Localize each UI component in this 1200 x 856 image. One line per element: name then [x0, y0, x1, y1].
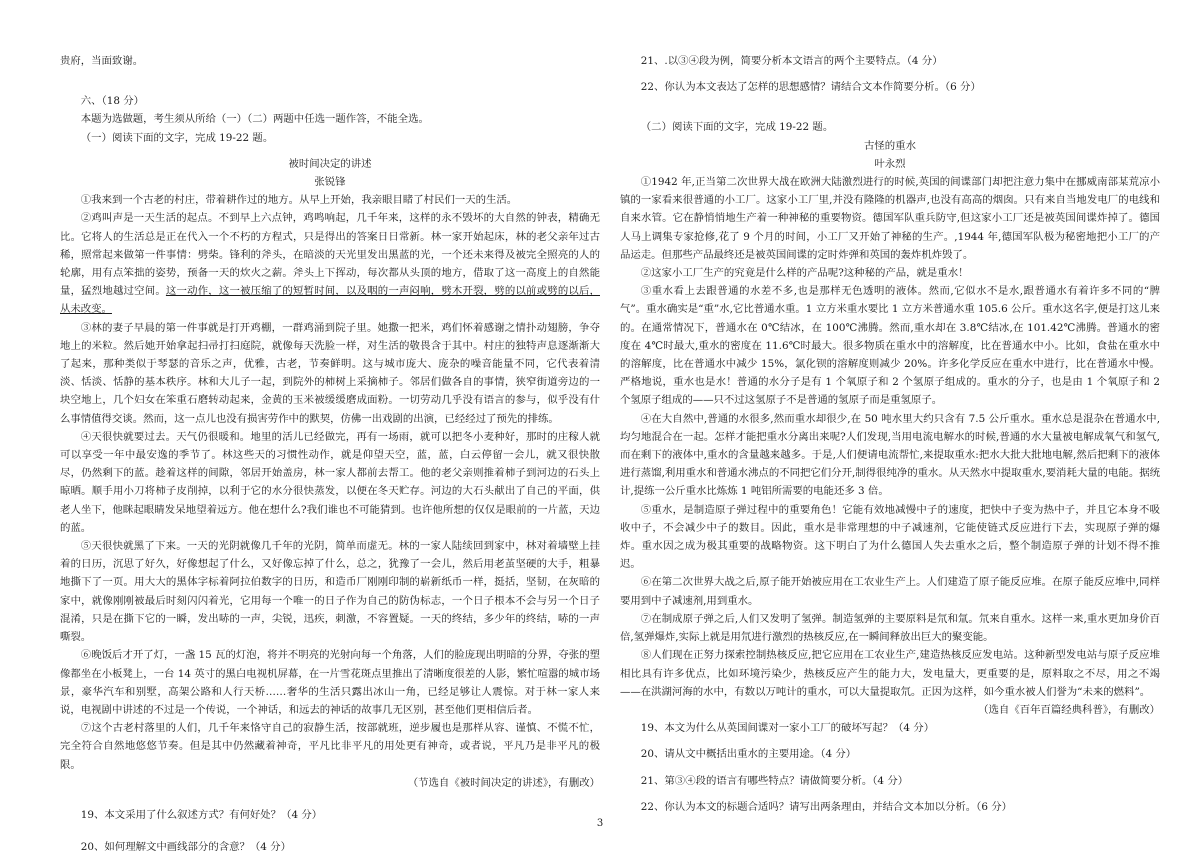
article-author: 叶永烈: [874, 157, 906, 170]
question-22: 22、你认为本文的标题合适吗？请写出两条理由，并结合文本加以分析。（6 分）: [640, 800, 1013, 813]
paragraph-7: ⑦在制成原子弹之后,人们又发明了氢弹。制造氢弹的主要原料是氘和氚。氘来自重水。这样一来,重水更加身价百倍,氢弹爆炸,实际上就是用氘进行激烈的热核反应,在一瞬间释放出巨大的聚变能。: [620, 612, 1160, 644]
underlined-passage: 这一动作，这一被压缩了的短暂时间，以及咽的一声闷响，劈木开裂，劈的以前或劈的以后，从未改变。: [60, 285, 600, 316]
article-author: 张锐锋: [314, 176, 346, 189]
paragraph-6: ⑥在第二次世界大战之后,原子能开始被应用在工农业生产上。人们建造了原子能反应堆。在原子能反应堆中,同样要用到中子减速剂,用到重水。: [620, 576, 1160, 607]
sub-heading: （二）阅读下面的文字，完成 19-22 题。: [640, 121, 834, 134]
paragraph-7: ⑦这个古老村落里的人们，几千年来恪守自己的寂静生活，按部就班，逆步履也是那样从容、谨慎、不慌不忙，完全符合自然地悠悠节奏。但是其中仍然藏着神奇，平凡比非平凡的用处更有神奇，或者说，平凡乃是非平凡的极限。: [60, 722, 600, 771]
paragraph-2: ②这家小工厂生产的究竟是什么样的产品呢?这种秘的产品，就是重水！: [640, 267, 969, 280]
paragraph-1: ①我来到一个古老的村庄，带着耕作过的地方。从早上开始，我亲眼目睹了村民们一天的生活。: [80, 194, 518, 207]
paragraph-8: ⑧人们现在正努力探索控制热核反应,把它应用在工农业生产,建造热核反应发电站。这种新型发电站与原子反应堆相比具有许多优点，比如环境污染少，热核反应产生的能力大，发电量大，更重要的是，原料取之不尽，用之不竭——在洪湖河海的水中，有数以万吨计的重水，可以大量提取氘。正因为这样，如今重水被人们誉为“未来的燃料”。: [620, 649, 1160, 698]
source-note: （选自《百年百篇经典科普》，有删改）: [978, 703, 1160, 716]
sub-heading: （一）阅读下面的文字，完成 19-22 题。: [80, 131, 274, 144]
question-21: 21、.以③④段为例，简要分析本文语言的两个主要特点。（4 分）: [640, 55, 943, 67]
question-19: 19、本文采用了什么叙述方式？有何好处？（4 分）: [80, 808, 323, 821]
paragraph-3: ③重水看上去跟普通的水差不多,也是那样无色透明的液体。然而,它似水不是水,跟普通水有着许多不同的“脾气”。重水确实是“重”水,它比普通水重。1 立方米重水要比 1 立方米普通水重 105.6 公斤。重水这名字,便是打这儿来的。在通常情况下，普通水在 0℃结冰，在 100℃沸腾。然而,重水却在 3.8℃结冰,在 101.42℃沸腾。普通水的密度在 4℃时最大,重水的密度在 11.6℃时最大。很多物质在重水中的溶解度，比在普通水中小。比如，食盐在重水中的溶解度，比在普通水中减少 15%，氯化钡的溶解度则减少 20%。许多化学反应在重水中进行，比在普通水中慢。严格地说，重水也是水！普通的水分子是有 1 个氧原子和 2 个氢原子组成的。重水的分子，也是由 1 个氧原子和 2 个氢原子组成的——只不过这氢原子不是普通的氢原子而是重氢原子。: [620, 285, 1160, 407]
source-note: （节选自《被时间决定的讲述》，有删改）: [407, 776, 600, 789]
paragraph-2-text: ②鸡叫声是一天生活的起点。不到早上六点钟，鸡鸣响起，几千年来，这样的永不毁坏的大自然的钟表，精确无比。它将人的生活总是正在代入一个不朽的方程式，只是得出的答案日日常新。林一家开始起床，林的老父亲年过古稀，照常起来做第一件事情：劈柴。锋利的斧头，在暗淡的天光里发出黑蓝的光，一个还未来得及被完全照亮的人的轮廓，用有点笨拙的姿势，预备一天的炊火之薪。斧头上下挥动，每次都从头顶的地方，借取了这一高度上的自然能量，猛烈地越过空间。: [60, 212, 600, 298]
question-19: 19、本文为什么从英国间谍对一家小工厂的破坏写起？（4 分）: [640, 722, 935, 735]
paragraph-6: ⑥晚饭后才开了灯，一盏 15 瓦的灯泡，将并不明亮的光射向每一个角落，人们的脸庞现出明暗的分界，夺张的塑像都坐在小板凳上，一台 14 英寸的黑白电视机屏幕，在一片雪花斑点里推出了清晰度很差的人影，繁忙喧嚣的城市场景，豪华汽车和别墅，高架公路和人行天桥……奢华的生活只露出冰山一角，已经足够让人震惊。对于林一家人来说，电视剧中讲述的不过是一个传说，一个神话，和远去的神话的故事几无区别，甚至他们更相信后者。: [60, 649, 600, 716]
question-22: 22、你认为本文表达了怎样的思想感情？请结合文本作简要分析。（6 分）: [640, 81, 981, 94]
paragraph-4: ④天很快就要过去。天气仍很暖和。地里的活儿已经做完，再有一场雨，就可以把冬小麦种好，那时的庄稼人就可以享受一年中最安逸的季节了。林这些天的习惯性动作，就是仰望天空，蓝，蓝，白云停留一会儿，就又很快散尽，仍然剩下的蓝。趁着这样的间隙，邻居开始盖房，林一家人都前去帮工。他的老父亲则推着柿子到河边的石头上晾晒。顺手用小刀将柿子皮削掉，以利于它的水分很快蒸发，以便在冬天贮存。河边的大石头献出了自己的平面，供老人坐下，他眯起眼睛发呆地望着远方。他在想什么?我们谁也不可能猜到。也许他所想的仅仅是眼前的一片蓝，天边的蓝。: [60, 430, 600, 534]
section-heading: 六、（18 分）: [80, 95, 145, 108]
paragraph-5: ⑤天很快就黑了下来。一天的光阴就像几千年的光阴，简单而虚无。林的一家人陆续回到家中，林对着墙壁上挂着的日历，沉思了好久，好像想起了什么，又好像忘掉了什么，总之，犹豫了一会儿，然后用老茧坚硬的大手，粗暴地撕下了一页。用大大的黑体字标着阿拉伯数字的日历，和造币厂刚刚印制的崭新纸币一样，挺括，坚韧，在灰暗的家中，就像刚刚被最后时刻闪闪着光，它用每一个唯一的日子作为自己的防伪标志，一个日子根本不会与另一个日子混淆，只是在撕下它的一瞬，发出哧的一声，尖锐，迅疾，刺激，不容置疑。一天的终结，多少年的终结，哧的一声嘶裂。: [60, 540, 600, 644]
carry-line: 贵府，当面致谢。: [60, 55, 144, 67]
left-column: [60, 52, 600, 856]
question-20: 20、请从文中概括出重水的主要用途。（4 分）: [640, 748, 857, 761]
paragraph-3: ③林的妻子早晨的第一件事就是打开鸡棚，一群鸡涌到院子里。她撒一把米，鸡们怀着感谢之情扑动翅膀，争夺地上的米粒。然后她开始拿起扫帚打扫庭院，就像每天洗脸一样，对生活的敬畏含于其中。村庄的独特声息逐渐渐大了起来，那种类似于琴瑟的音乐之声，优雅，古老，节奏鲜明。这与城市庞大、庞杂的噪音能量不同，它代表着清淡、恬淡、恬静的基本秩序。林和大儿子一起，到院外的柿树上采摘柿子。邻居们做各自的事情，狭窄街道旁边的一块空地上，几个妇女在笨重石磨转动起来，金黄的玉米被缓缓磨成面粉。一切劳动几乎没有语言的参与，似乎没有什么事情值得交谈。然而，这一点儿也没有损害劳作中的默契，仿佛一出戏剧的出演，已经经过了预先的排练。: [60, 321, 600, 425]
page-number: 3: [596, 818, 604, 829]
paragraph-5: ⑤重水，是制造原子弹过程中的重要角色！它能有效地减慢中子的速度，把快中子变为热中子，并且它本身不吸收中子，不会减少中子的数目。因此，重水是非常理想的中子减速剂，它能使链式反应进行下去，实现原子弹的爆炸。重水因之成为极其重要的战略物资。这下明白了为什么德国人失去重水之后，整个制造原子弹的计划不得不推迟。: [620, 503, 1160, 571]
article-title: 古怪的重水: [864, 139, 916, 152]
question-20: 20、如何理解文中画线部分的含意？（4 分）: [80, 841, 291, 854]
right-column: [620, 52, 1160, 816]
article-title: 被时间决定的讲述: [288, 157, 372, 170]
paragraph-1: ①1942 年,正当第二次世界大战在欧洲大陆激烈进行的时候,英国的间谍部门却把注意力集中在挪威南部某荒凉小镇的一家看来很普通的小工厂。这家小工厂里,并没有隆隆的机器声,也没有高高的烟囱。只有来自当地发电厂的电线和自来水管。它在静悄悄地生产着一种神秘的重要物资。德国军队重兵防守,但这家小工厂还是被英国间谍炸掉了。德国人马上调集专家抢修,花了 9 个月的时间，小工厂又开始了神秘的生产。,1944 年,德国军队极为秘密地把小工厂的产品运走。但那些产品最终还是被英国间谍的定时炸弹和英国的轰炸机炸毁了。: [620, 176, 1160, 261]
section-instruction: 本题为选做题，考生须从所给（一）（二）两题中任选一题作答，不能全选。: [80, 113, 429, 126]
paragraph-2: [60, 209, 600, 318]
paragraph-4: ④在大自然中,普通的水很多,然而重水却很少,在 50 吨水里大约只含有 7.5 公斤重水。重水总是混杂在普通水中,均匀地混合在一起。怎样才能把重水分离出来呢?人们发现,当用电流电解水的时候,普通的水大量被电解成氧气和氢气,而在剩下的液体中,重水的含量越来越多。于是,人们便请电流帮忙,来提取重水:把水大批大批地电解,然后把剩下的液体进行蒸馏,利用重水和普通水沸点的不同把它们分开,制得很纯净的重水。从天然水中提取重水,要消耗大量的电能。据统计,提练一公斤重水比炼炼 1 吨铝所需要的电能还多 3 倍。: [620, 412, 1160, 498]
question-21: 21、第③④段的语言有哪些特点？请做简要分析。（4 分）: [640, 774, 909, 787]
